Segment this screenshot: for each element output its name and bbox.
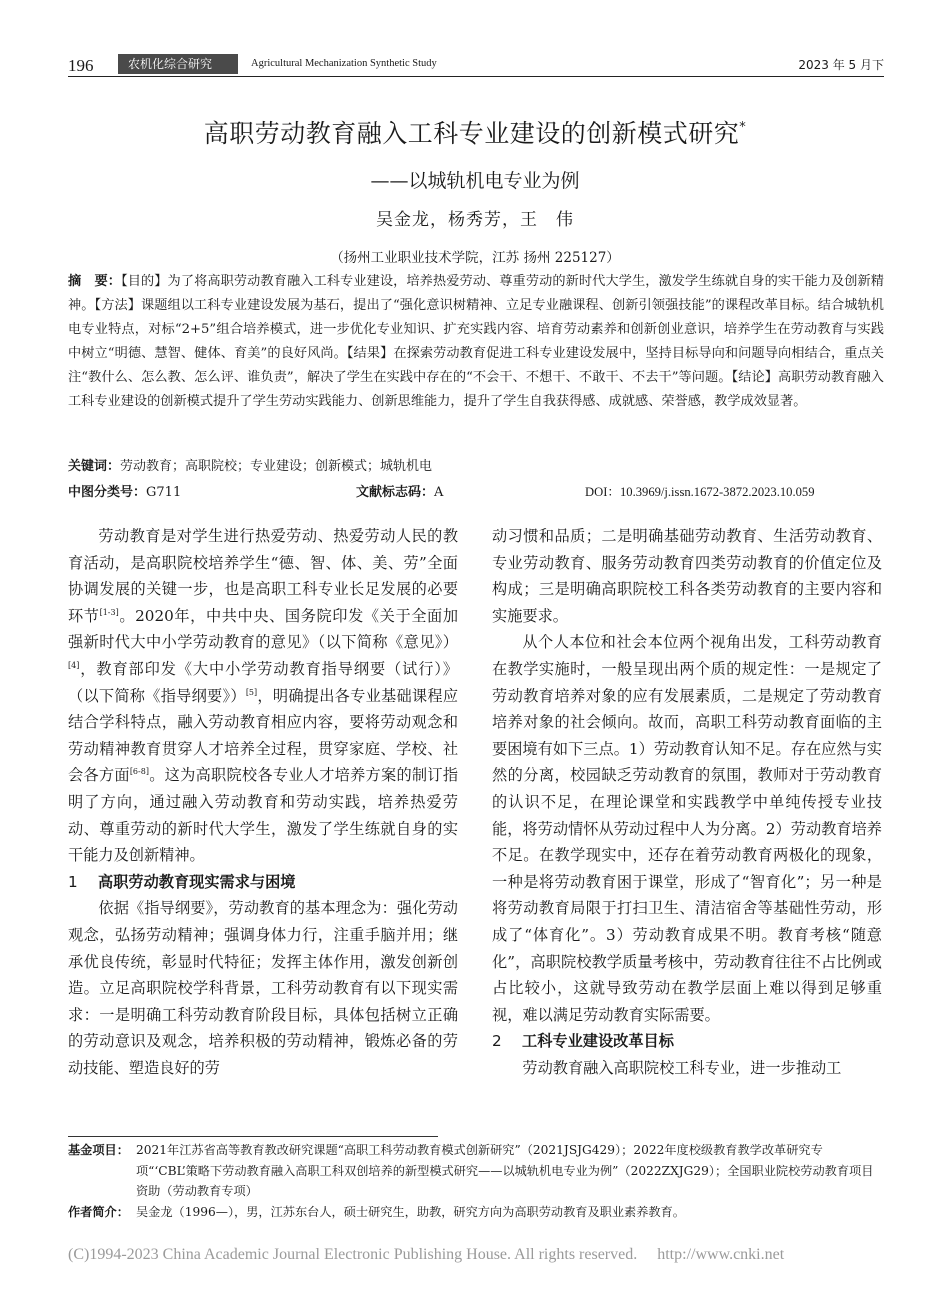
footnotes	[68, 1140, 884, 1222]
body-column-right	[492, 523, 882, 1081]
header-rule	[68, 76, 884, 77]
document-code-label: 文献标志码：	[356, 485, 435, 500]
citation: [1-3]	[99, 607, 119, 617]
keywords	[68, 455, 884, 474]
paper-subtitle: ——以城轨机电专业为例	[370, 170, 580, 192]
issue-date: 2023 年 5 月下	[798, 58, 884, 72]
funding-label: 基金项目：	[68, 1143, 129, 1157]
document-code	[356, 481, 443, 500]
citation: [6-8]	[129, 767, 149, 777]
paper-title	[0, 114, 950, 150]
classification-label: 中图分类号：	[68, 485, 147, 500]
classification-value: G711	[146, 485, 182, 500]
paragraph: 依据《指导纲要》，劳动教育的基本理念为：强化劳动观念，弘扬劳动精神；强调身体力行，注重手脑并用；继承优良传统，彰显时代特征；发挥主体作用，激发创新创造。立足高职院校学科背景，工科劳动教育有以下现实需求：一是明确工科劳动教育阶段目标，具体包括树立正确的劳动意识及观念，培养积极的劳动精神，锻炼必备的劳动技能、塑造良好的劳	[68, 899, 458, 1077]
citation: [5]	[245, 687, 258, 697]
title-text: 高职劳动教育融入工科专业建设的创新模式研究	[203, 119, 740, 148]
author-bio-label: 作者简介：	[68, 1204, 129, 1219]
classification-number	[68, 481, 181, 500]
keywords-label: 关键词：	[68, 459, 121, 474]
page-number: 196	[68, 56, 94, 75]
funding-note	[68, 1140, 884, 1202]
copyright-watermark: (C)1994-2023 China Academic Journal Electronic Publishing House. All rights reserved. http://www.cnki.net	[68, 1246, 785, 1263]
funding-text: 2021年江苏省高等教育教改研究课题“高职工科劳动教育模式创新研究”（2021JSJG429）；2022年度校级教育教学改革研究专项“‘CBL’策略下劳动教育融入高职工科双创培养的新型模式研究——以城轨机电专业为例”（2022ZXJG29）；全国职业院校劳动教育项目资助（劳动教育专项）	[136, 1143, 874, 1198]
paragraph-continued: 动习惯和品质；二是明确基础劳动教育、生活劳动教育、专业劳动教育、服务劳动教育四类劳动教育的价值定位及构成；三是明确高职院校工科各类劳动教育的主要内容和实施要求。	[492, 527, 882, 625]
section-title: 高职劳动教育现实需求与困境	[98, 872, 296, 891]
section-number: 1	[68, 872, 78, 891]
document-code-value: A	[434, 485, 444, 500]
title-footnote-mark: *	[739, 119, 747, 135]
author-list: 吴金龙，杨秀芳，王 伟	[376, 210, 574, 230]
body-column-left	[68, 523, 458, 1081]
paragraph: 劳动教育融入高职院校工科专业，进一步推动工	[522, 1058, 842, 1077]
paragraph: 劳动教育是对学生进行热爱劳动、热爱劳动人民的教育活动，是高职院校培养学生“德、智、体、美、劳”全面协调发展的关键一步，也是高职工科专业长足发展的必要环节[1-3]。2020年，中共中央、国务院印发《关于全面加强新时代大中小学劳动教育的意见》（以下简称《意见》）[4]，教育部印发《大中小学劳动教育指导纲要（试行）》（以下简称《指导纲要》）[5]，明确提出各专业基础课程应结合学科特点，融入劳动教育相应内容，要将劳动观念和劳动精神教育贯穿人才培养全过程，贯穿家庭、学校、社会各方面[6-8]。这为高职院校各专业人才培养方案的制订指明了方向，通过融入劳动教育和劳动实践，培养热爱劳动、尊重劳动的新时代大学生，激发了学生练就自身的实干能力及创新精神。	[68, 527, 459, 865]
journal-name-badge: 农机化综合研究	[118, 54, 238, 74]
citation: [4]	[68, 660, 80, 670]
section-number: 2	[492, 1032, 502, 1051]
paragraph: 从个人本位和社会本位两个视角出发，工科劳动教育在教学实施时，一般呈现出两个质的规定性：一是规定了劳动教育培养对象的应有发展素质，二是规定了劳动教育培养对象的社会倾向。故而，高职工科劳动教育面临的主要困境有如下三点。1）劳动教育认知不足。存在应然与实然的分离，校园缺乏劳动教育的氛围，教师对于劳动教育的认识不足，在理论课堂和实践教学中单纯传授专业技能，将劳动情怀从劳动过程中人为分离。2）劳动教育培养不足。在教学现实中，还存在着劳动教育两极化的现象，一种是将劳动教育困于课堂，形成了“智育化”；另一种是将劳动教育局限于打扫卫生、清洁宿舍等基础性劳动，形成了“体育化”。3）劳动教育成果不明。教育考核“随意化”，高职院校教学质量考核中，劳动教育往往不占比例或占比较小，这就导致劳动在教学层面上难以得到足够重视，难以满足劳动教育实际需要。	[492, 633, 882, 1024]
abstract	[68, 270, 884, 414]
author-note	[68, 1202, 884, 1223]
journal-english-name: Agricultural Mechanization Synthetic Study	[251, 58, 437, 69]
footnote-rule	[68, 1136, 438, 1137]
abstract-label: 摘 要：	[68, 274, 122, 289]
section-title: 工科专业建设改革目标	[522, 1032, 674, 1051]
keywords-text: 劳动教育；高职院校；专业建设；创新模式；城轨机电	[120, 459, 433, 474]
section-heading-1	[68, 869, 458, 896]
doi: DOI：10.3969/j.issn.1672-3872.2023.10.059	[585, 485, 815, 499]
author-bio-text: 吴金龙（1996—），男，江苏东台人，硕士研究生，助教，研究方向为高职劳动教育及职业素养教育。	[136, 1204, 685, 1219]
abstract-text: 【目的】为了将高职劳动教育融入工科专业建设，培养热爱劳动、尊重劳动的新时代大学生，激发学生练就自身的实干能力及创新精神。【方法】课题组以工科专业建设发展为基石，提出了“强化意识树精神、立足专业融课程、创新引领强技能”的课程改革目标。结合城轨机电专业特点，对标“2+5”组合培养模式，进一步优化专业知识、扩充实践内容、培育劳动素养和创新创业意识，培养学生在劳动教育与实践中树立“明德、慧智、健体、育美”的良好风尚。【结果】在探索劳动教育促进工科专业建设发展中，坚持目标导向和问题导向相结合，重点关注“教什么、怎么教、怎么评、谁负责”，解决了学生在实践中存在的“不会干、不想干、不敢干、不去干”等问题。【结论】高职劳动教育融入工科专业建设的创新模式提升了学生劳动实践能力、创新思维能力，提升了学生自我获得感、成就感、荣誉感，教学成效显著。	[68, 274, 884, 409]
affiliation: （扬州工业职业技术学院，江苏 扬州 225127）	[330, 250, 620, 266]
section-heading-2	[492, 1028, 882, 1055]
